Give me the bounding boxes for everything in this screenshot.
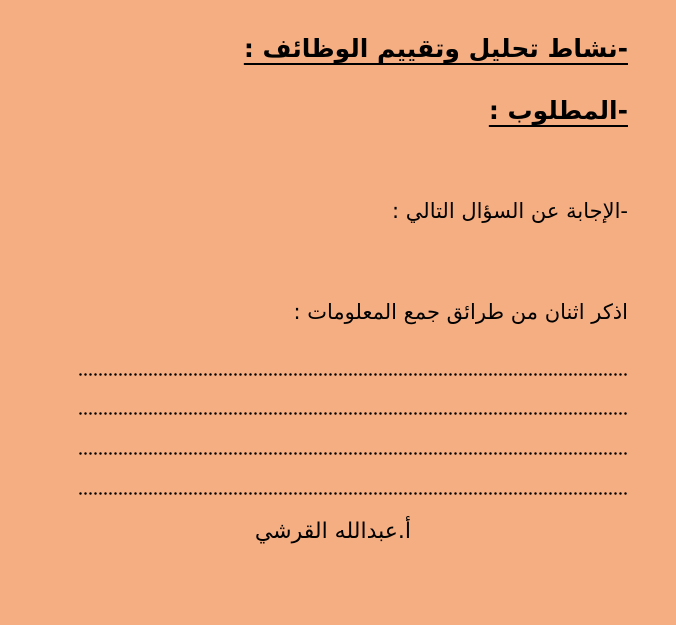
answer-line-3 xyxy=(78,452,628,455)
answer-line-2 xyxy=(78,412,628,415)
author-signature: أ.عبدالله القرشي xyxy=(254,519,411,544)
requirement-heading: -المطلوب : xyxy=(488,96,628,125)
answer-line-1 xyxy=(78,373,628,376)
question-text: اذكر اثنان من طرائق جمع المعلومات : xyxy=(293,300,628,324)
answer-line-4 xyxy=(78,492,628,495)
instruction-text: -الإجابة عن السؤال التالي : xyxy=(392,199,628,223)
activity-title: -نشاط تحليل وتقييم الوظائف : xyxy=(243,34,628,63)
